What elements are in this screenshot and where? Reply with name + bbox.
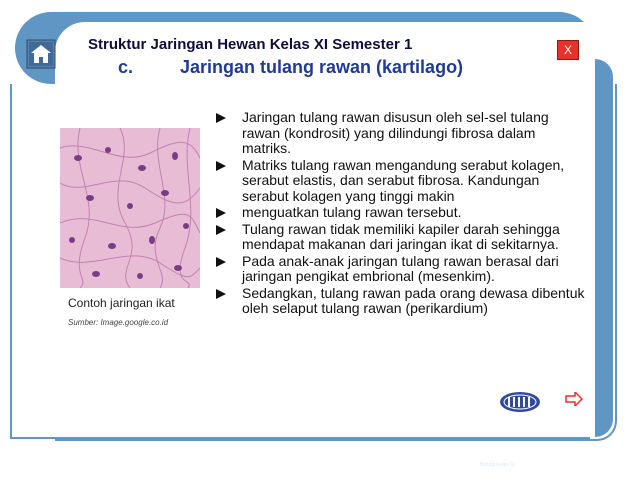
bullet-icon: [216, 289, 226, 299]
course-title: Struktur Jaringan Hewan Kelas XI Semester 1: [88, 36, 413, 53]
bullet-icon: [216, 208, 226, 218]
close-icon[interactable]: X: [557, 40, 579, 60]
list-item: Jaringan tulang rawan disusun oleh sel-sel tulang rawan (kondrosit) yang dilindungi fibrosa dalam matriks.: [216, 110, 588, 157]
list-item: menguatkan tulang rawan tersebut.: [216, 205, 588, 221]
bullet-icon: [216, 257, 226, 267]
image-caption: Contoh jaringan ikat: [68, 296, 175, 310]
bullet-list: [216, 110, 588, 318]
section-title: Jaringan tulang rawan (kartilago): [180, 57, 464, 77]
home-icon[interactable]: [26, 39, 56, 69]
bullet-icon: [216, 225, 226, 235]
logo-icon[interactable]: [499, 391, 541, 413]
list-item: Matriks tulang rawan mengandung serabut kolagen, serabut elastis, dan serabut fibrosa. Kandungan serabut kolagen yang tinggi makin: [216, 158, 588, 205]
bullet-icon: [216, 113, 226, 123]
bullet-icon: [216, 161, 226, 171]
list-item: Sedangkan, tulang rawan pada orang dewasa dibentuk oleh selaput tulang rawan (perikardium): [216, 286, 588, 317]
bottom-frame-line: [10, 437, 590, 439]
left-frame-line: [10, 84, 12, 439]
section-number: c.: [118, 57, 134, 77]
page-title: [118, 57, 463, 78]
next-arrow-icon[interactable]: [565, 392, 583, 406]
footer-note: Biologi Kelas XI: [480, 462, 516, 468]
image-source: Sumber: Image.google.co.id: [68, 318, 169, 327]
list-item: Pada anak-anak jaringan tulang rawan berasal dari jaringan pengikat embrional (mesenkim).: [216, 254, 588, 285]
list-item: Tulang rawan tidak memiliki kapiler darah sehingga mendapat makanan dari jaringan ikat di sekitarnya.: [216, 222, 588, 253]
cartilage-tissue-image: [60, 128, 200, 288]
